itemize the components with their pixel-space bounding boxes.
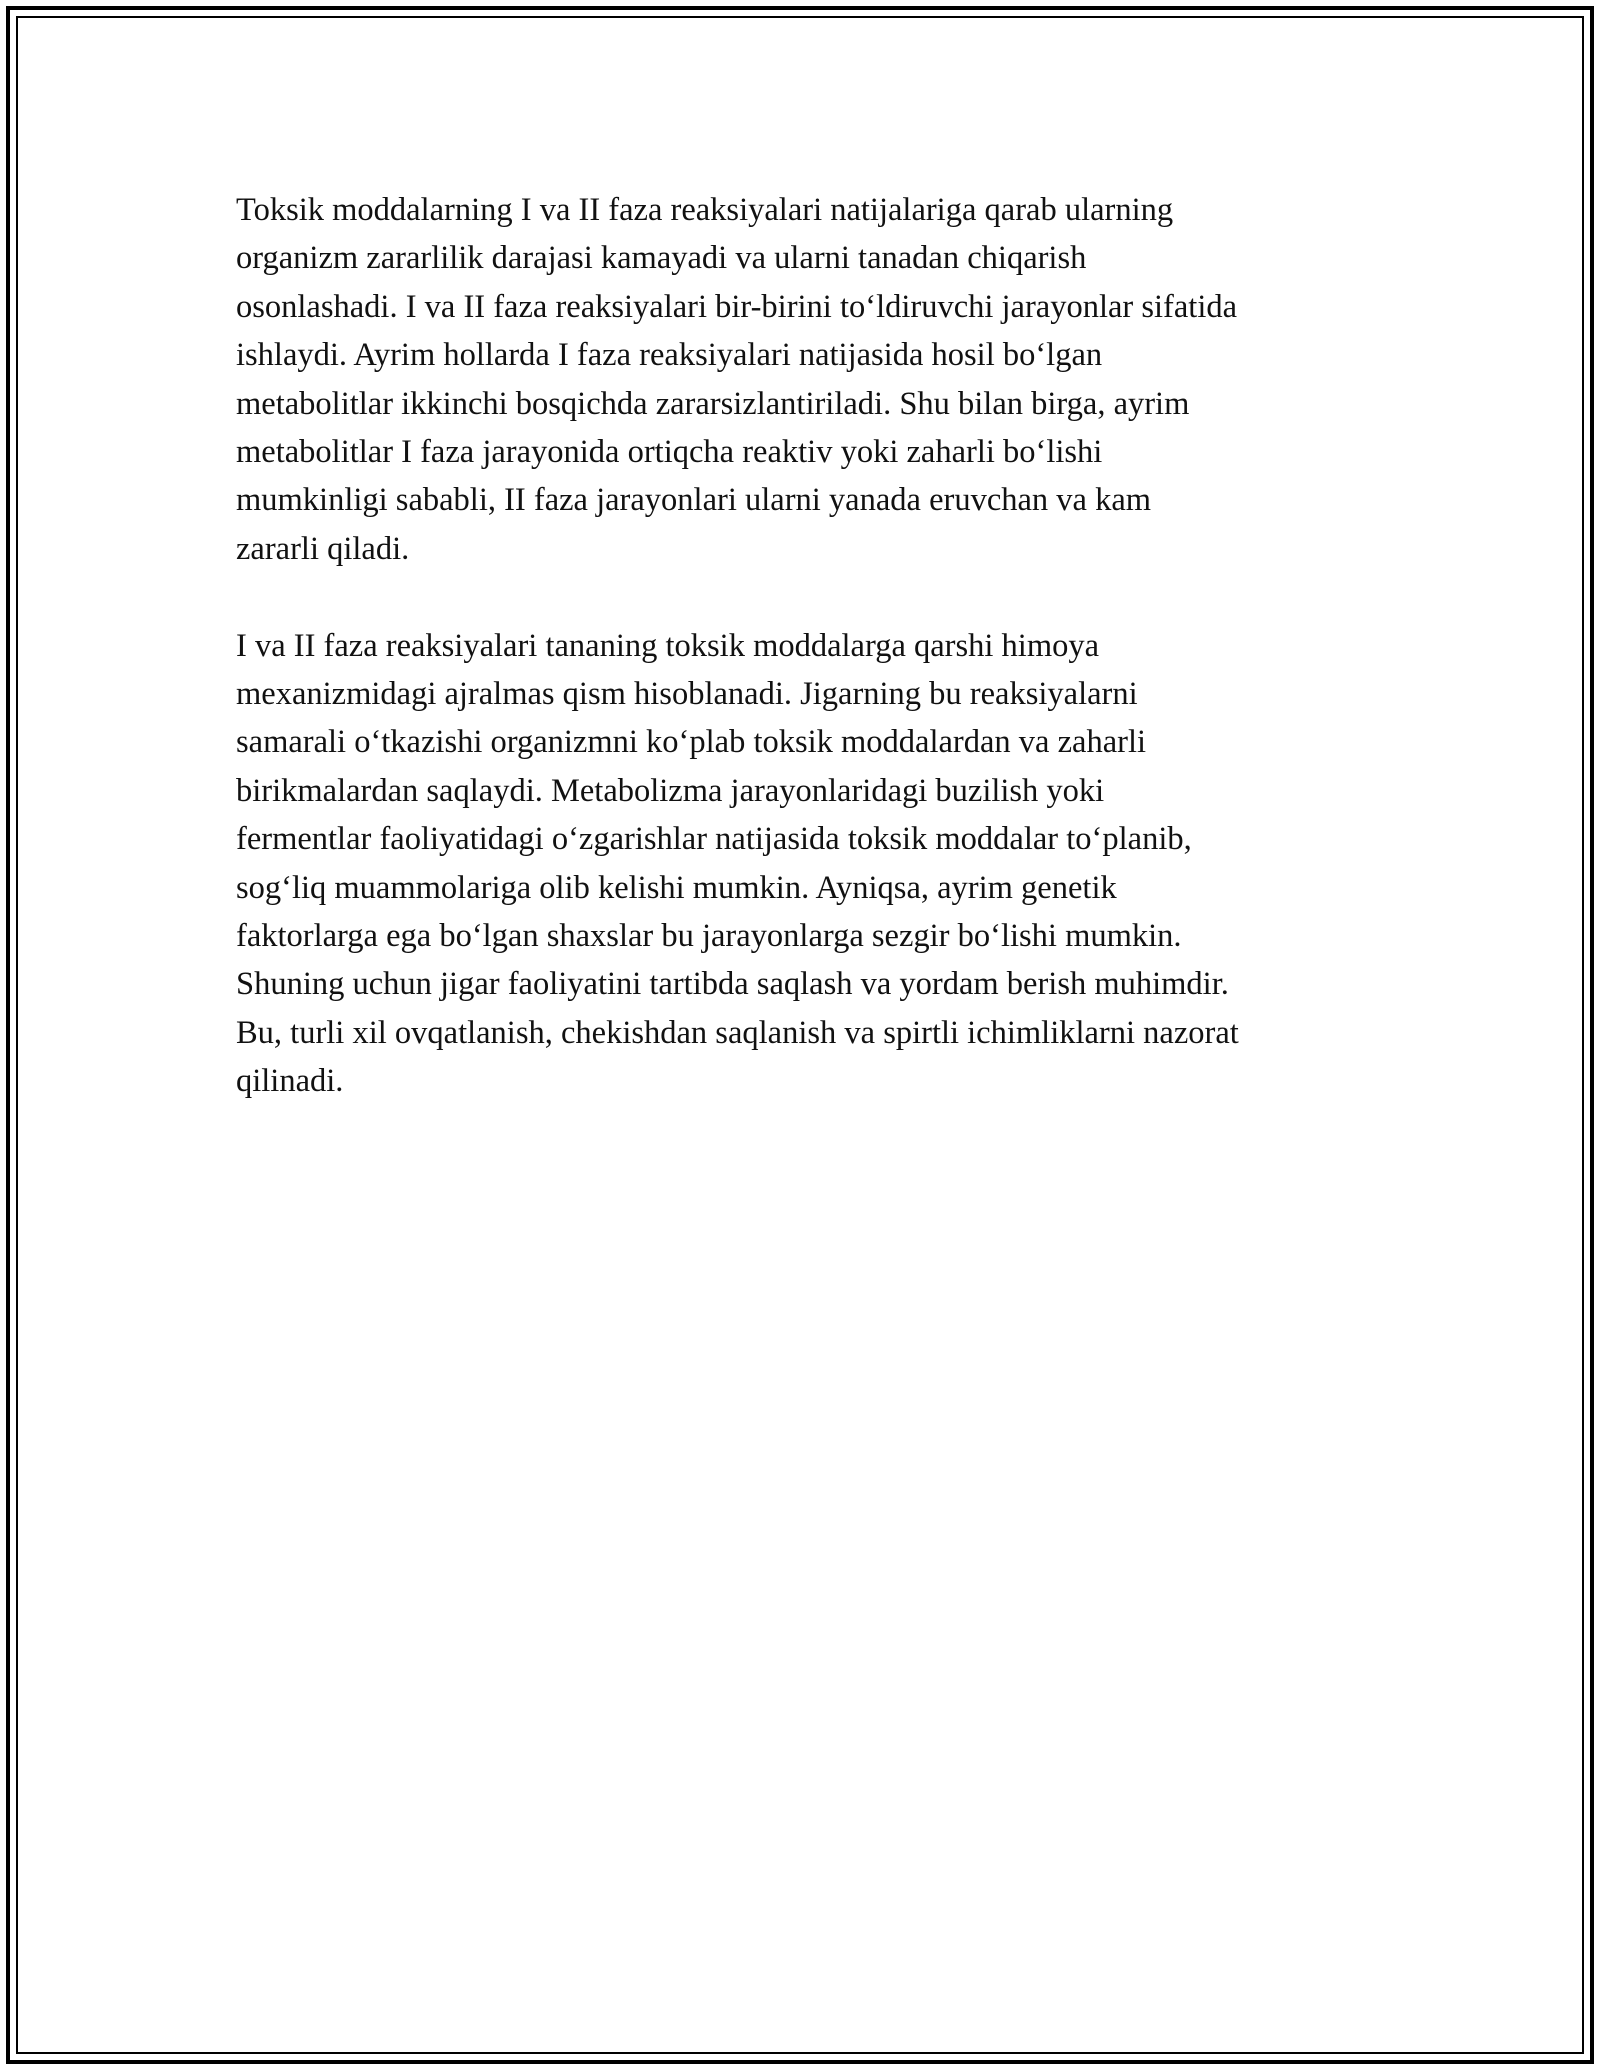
text-line: metabolitlar ikkinchi bosqichda zararsizlantiriladi. Shu bilan birga, ayrim — [236, 385, 1190, 422]
text-line: osonlashadi. I va II faza reaksiyalari bir-birini to‘ldiruvchi jarayonlar sifatida — [236, 288, 1238, 325]
text-line: birikmalardan saqlaydi. Metabolizma jarayonlaridagi buzilish yoki — [236, 772, 1105, 809]
paragraph-2 — [236, 622, 1376, 1106]
text-line: samarali o‘tkazishi organizmni ko‘plab toksik moddalardan va zaharli — [236, 724, 1147, 761]
text-line: mexanizmidagi ajralmas qism hisoblanadi. Jigarning bu reaksiyalarni — [236, 676, 1138, 713]
document-body — [236, 186, 1376, 1106]
paragraph-1 — [236, 186, 1376, 573]
text-line: sog‘liq muammolariga olib kelishi mumkin. Ayniqsa, ayrim genetik — [236, 869, 1117, 906]
text-line: ishlaydi. Ayrim hollarda I faza reaksiyalari natijasida hosil bo‘lgan — [236, 337, 1103, 374]
text-line: Toksik moddalarning I va II faza reaksiyalari natijalariga qarab ularning — [236, 192, 1174, 228]
text-line: mumkinligi sababli, II faza jarayonlari ularni yanada eruvchan va kam — [236, 482, 1152, 519]
text-line: Shuning uchun jigar faoliyatini tartibda saqlash va yordam berish muhimdir. — [236, 966, 1229, 1003]
text-line: zararli qiladi. — [236, 530, 410, 567]
text-line: fermentlar faoliyatidagi o‘zgarishlar natijasida toksik moddalar to‘planib, — [236, 821, 1192, 858]
text-line: faktorlarga ega bo‘lgan shaxslar bu jarayonlarga sezgir bo‘lishi mumkin. — [236, 918, 1182, 955]
text-line: metabolitlar I faza jarayonida ortiqcha reaktiv yoki zaharli bo‘lishi — [236, 434, 1103, 471]
text-line: I va II faza reaksiyalari tananing toksik moddalarga qarshi himoya — [236, 627, 1100, 664]
text-line: organizm zararlilik darajasi kamayadi va ularni tanadan chiqarish — [236, 240, 1087, 277]
text-line: Bu, turli xil ovqatlanish, chekishdan saqlanish va spirtli ichimliklarni nazorat — [236, 1014, 1239, 1051]
text-line: qilinadi. — [236, 1063, 344, 1100]
